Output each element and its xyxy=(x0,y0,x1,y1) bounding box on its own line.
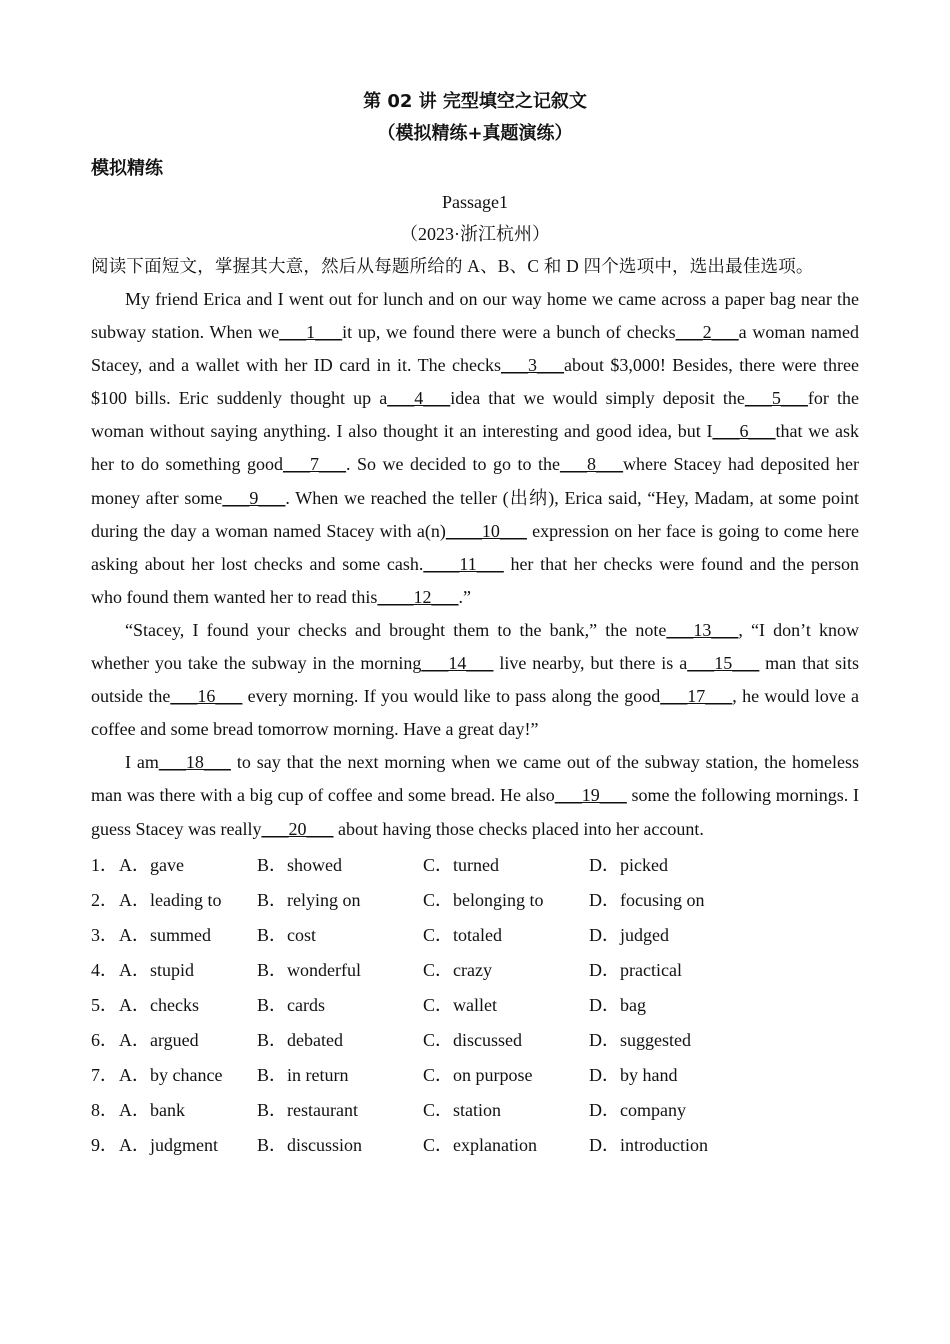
passage-paragraph-3: I am___18___ to say that the next morning when we came out of the subway station, the homeless man was there with a big cup of coffee and some bread. He also___19___ some the following mornings. I guess Stacey was really___20___ about having those checks placed into her account. xyxy=(91,752,859,839)
option-d[interactable]: D．introduction xyxy=(589,1134,708,1155)
option-d[interactable]: D．company xyxy=(589,1099,686,1120)
section-heading: 模拟精练 xyxy=(91,158,163,179)
option-b[interactable]: B．discussion xyxy=(257,1134,363,1155)
blank-9[interactable]: ___9___ xyxy=(222,487,286,508)
option-a[interactable]: A．stupid xyxy=(119,959,195,980)
blank-4[interactable]: ___4___ xyxy=(387,388,451,409)
option-a[interactable]: A．gave xyxy=(119,854,184,875)
option-c[interactable]: C．turned xyxy=(423,854,499,875)
question-number: 4． xyxy=(91,959,118,980)
option-d[interactable]: D．judged xyxy=(589,924,669,945)
option-c[interactable]: C．on purpose xyxy=(423,1064,533,1085)
passage-heading: Passage1 xyxy=(442,192,508,212)
passage-source: （2023·浙江杭州） xyxy=(400,224,550,244)
blank-12[interactable]: ____12___ xyxy=(377,586,459,607)
question-row xyxy=(91,953,859,988)
lesson-title: 第 02 讲 完型填空之记叙文 xyxy=(363,91,587,112)
question-number: 2． xyxy=(91,889,118,910)
option-c[interactable]: C．totaled xyxy=(423,924,502,945)
option-a[interactable]: A．checks xyxy=(119,994,199,1015)
blank-6[interactable]: ___6___ xyxy=(712,421,776,442)
question-row xyxy=(91,1023,859,1058)
option-a[interactable]: A．summed xyxy=(119,924,211,945)
question-row xyxy=(91,883,859,918)
blank-11[interactable]: ____11___ xyxy=(423,553,504,574)
option-c[interactable]: C．crazy xyxy=(423,959,492,980)
option-b[interactable]: B．debated xyxy=(257,1029,343,1050)
option-a[interactable]: A．bank xyxy=(119,1099,185,1120)
blank-13[interactable]: ___13___ xyxy=(666,619,739,640)
option-b[interactable]: B．in return xyxy=(257,1064,349,1085)
option-a[interactable]: A．by chance xyxy=(119,1064,223,1085)
question-number: 7． xyxy=(91,1064,118,1085)
option-b[interactable]: B．showed xyxy=(257,854,342,875)
option-d[interactable]: D．picked xyxy=(589,854,668,875)
question-row xyxy=(91,848,859,883)
blank-14[interactable]: ___14___ xyxy=(421,653,494,674)
blank-2[interactable]: ___2___ xyxy=(675,322,739,343)
option-d[interactable]: D．practical xyxy=(589,959,682,980)
option-b[interactable]: B．relying on xyxy=(257,889,361,910)
blank-10[interactable]: ____10___ xyxy=(445,520,527,541)
blank-5[interactable]: ___5___ xyxy=(744,388,808,409)
blank-1[interactable]: ___1___ xyxy=(279,322,343,343)
question-number: 9． xyxy=(91,1134,118,1155)
question-number: 8． xyxy=(91,1099,118,1120)
passage-paragraph-1: My friend Erica and I went out for lunch and on our way home we came across a paper bag near the subway station. When we___1___it up, we found there were a bunch of checks___2___a woman named Stacey, and a wallet with her ID card in it. The checks___3___about $3,000! Besides, there were three $100 bills. Eric suddenly thought up a___4___idea that we would simply deposit the___5___for the woman without saying anything. I also thought it an interesting and good idea, but I___6___that we ask her to do something good___7___. So we decided to go to the___8___where Stacey had deposited her money after some___9___. When we reached the teller (出纳), Erica said, “Hey, Madam, at some point during the day a woman named Stacey with a(n)____10___ expression on her face is going to come here asking about her lost checks and some cash.____11___ her that her checks were found and the person who found them wanted her to read this____12___.” xyxy=(91,289,860,607)
blank-17[interactable]: ___17___ xyxy=(660,686,733,707)
option-a[interactable]: A．argued xyxy=(119,1029,199,1050)
blank-20[interactable]: ___20___ xyxy=(261,818,334,839)
question-row xyxy=(91,918,859,953)
blank-3[interactable]: ___3___ xyxy=(500,355,564,376)
option-b[interactable]: B．cost xyxy=(257,924,317,945)
option-c[interactable]: C．discussed xyxy=(423,1029,522,1050)
question-row xyxy=(91,988,859,1023)
option-b[interactable]: B．restaurant xyxy=(257,1099,358,1120)
option-c[interactable]: C．belonging to xyxy=(423,889,544,910)
option-b[interactable]: B．wonderful xyxy=(257,959,361,980)
question-number: 1． xyxy=(91,854,118,875)
option-c[interactable]: C．wallet xyxy=(423,994,497,1015)
passage-paragraph-2: “Stacey, I found your checks and brought them to the bank,” the note___13___, “I don’t know whether you take the subway in the morning___14___ live nearby, but there is a___15___ man that sits outside the___16___ every morning. If you would like to pass along the good___17___, he would love a coffee and some bread tomorrow morning. Have a great day!” xyxy=(91,619,860,740)
option-a[interactable]: A．leading to xyxy=(119,889,222,910)
option-d[interactable]: D．by hand xyxy=(589,1064,678,1085)
options-list xyxy=(91,848,859,1163)
blank-19[interactable]: ___19___ xyxy=(554,785,627,806)
option-d[interactable]: D．bag xyxy=(589,994,646,1015)
question-row xyxy=(91,1058,859,1093)
blank-7[interactable]: ___7___ xyxy=(283,454,347,475)
option-b[interactable]: B．cards xyxy=(257,994,325,1015)
lesson-subtitle: （模拟精练+真题演练） xyxy=(377,123,573,144)
option-a[interactable]: A．judgment xyxy=(119,1134,218,1155)
question-row xyxy=(91,1128,859,1163)
option-c[interactable]: C．explanation xyxy=(423,1134,537,1155)
blank-18[interactable]: ___18___ xyxy=(158,752,231,773)
blank-15[interactable]: ___15___ xyxy=(687,653,760,674)
blank-8[interactable]: ___8___ xyxy=(560,454,624,475)
question-number: 3． xyxy=(91,924,118,945)
blank-16[interactable]: ___16___ xyxy=(170,686,243,707)
question-number: 6． xyxy=(91,1029,118,1050)
question-number: 5． xyxy=(91,994,118,1015)
option-c[interactable]: C．station xyxy=(423,1099,502,1120)
option-d[interactable]: D．suggested xyxy=(589,1029,691,1050)
option-d[interactable]: D．focusing on xyxy=(589,889,705,910)
question-row xyxy=(91,1093,859,1128)
instruction-text: 阅读下面短文，掌握其大意，然后从每题所给的 A、B、C 和 D 四个选项中，选出最佳选项。 xyxy=(91,256,814,276)
